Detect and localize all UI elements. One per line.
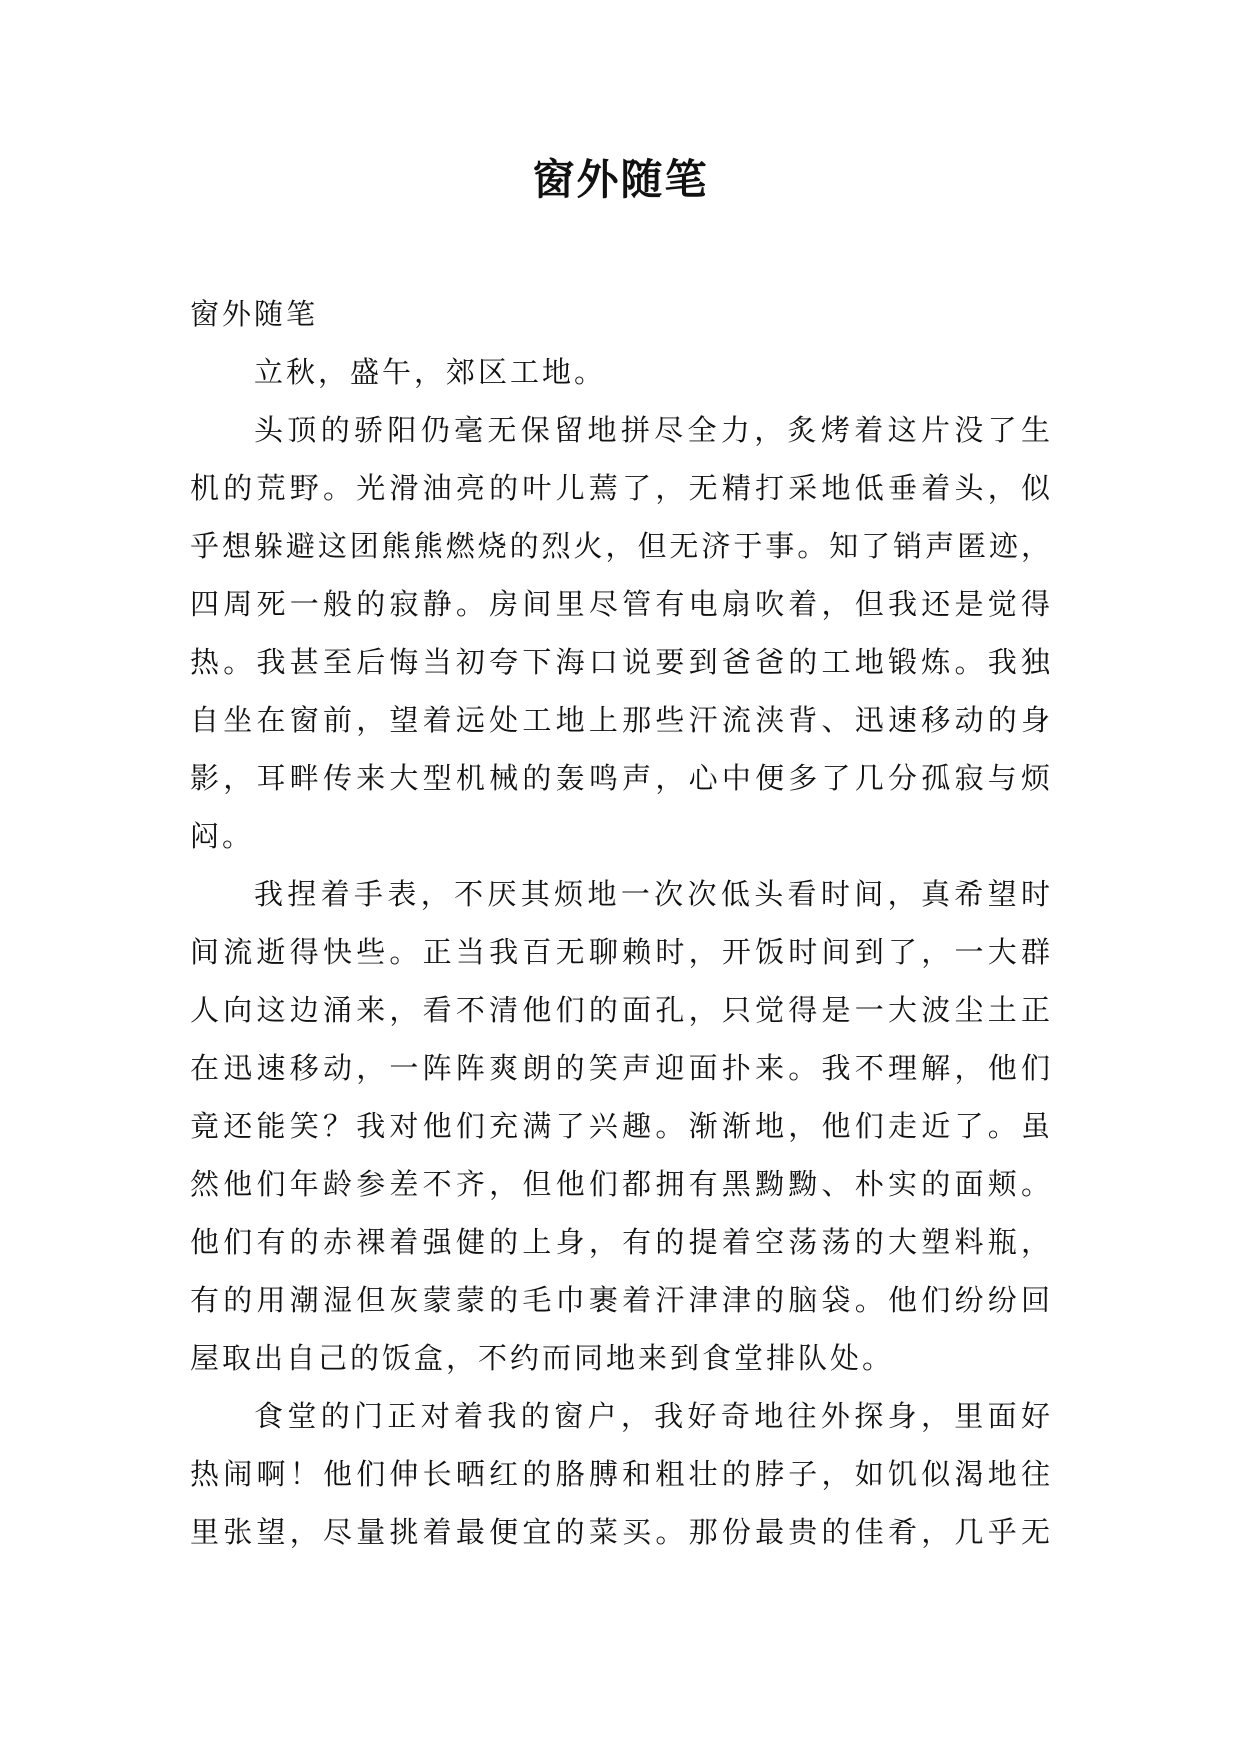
paragraph: [190, 343, 1050, 401]
paragraph-line: 机的荒野。光滑油亮的叶儿蔫了，无精打采地低垂着头，似: [190, 471, 1050, 505]
paragraph-line: 头顶的骄阳仍毫无保留地拼尽全力，炙烤着这片没了生: [254, 413, 1050, 447]
paragraph-line: 四周死一般的寂静。房间里尽管有电扇吹着，但我还是觉得: [190, 587, 1050, 621]
paragraph-line: 影，耳畔传来大型机械的轰鸣声，心中便多了几分孤寂与烦: [190, 761, 1050, 795]
paragraph-line: 闷。: [190, 819, 255, 853]
paragraph-line: 有的用潮湿但灰蒙蒙的毛巾裹着汗津津的脑袋。他们纷纷回: [190, 1283, 1050, 1317]
paragraph-line: 我捏着手表，不厌其烦地一次次低头看时间，真希望时: [254, 877, 1050, 911]
paragraph-line: 里张望，尽量挑着最便宜的菜买。那份最贵的佳肴，几乎无: [190, 1515, 1050, 1549]
paragraph-line: 屋取出自己的饭盒，不约而同地来到食堂排队处。: [190, 1341, 895, 1375]
paragraph-line: 人向这边涌来，看不清他们的面孔，只觉得是一大波尘土正: [190, 993, 1050, 1027]
paragraph-line: 他们有的赤裸着强健的上身，有的提着空荡荡的大塑料瓶，: [190, 1225, 1050, 1259]
paragraph-line: 立秋，盛午，郊区工地。: [254, 355, 607, 389]
paragraph-line: 食堂的门正对着我的窗户，我好奇地往外探身，里面好: [254, 1399, 1050, 1433]
paragraph-line: 在迅速移动，一阵阵爽朗的笑声迎面扑来。我不理解，他们: [190, 1051, 1050, 1085]
document-subtitle: 窗外随笔: [190, 297, 319, 331]
paragraph-line: 乎想躲避这团熊熊燃烧的烈火，但无济于事。知了销声匿迹，: [190, 529, 1050, 563]
paragraph: [190, 865, 1050, 1387]
document-title: 窗外随笔: [532, 155, 709, 204]
paragraph: [190, 1387, 1050, 1561]
document-body: [190, 285, 1050, 1561]
paragraph-line: 间流逝得快些。正当我百无聊赖时，开饭时间到了，一大群: [190, 935, 1050, 969]
paragraph-line: 热闹啊！他们伸长晒红的胳膊和粗壮的脖子，如饥似渴地往: [190, 1457, 1050, 1491]
paragraph-line: 自坐在窗前，望着远处工地上那些汗流浃背、迅速移动的身: [190, 703, 1050, 737]
paragraph-line: 竟还能笑？我对他们充满了兴趣。渐渐地，他们走近了。虽: [190, 1109, 1050, 1143]
paragraph-line: 然他们年龄参差不齐，但他们都拥有黑黝黝、朴实的面颊。: [190, 1167, 1050, 1201]
paragraph: [190, 401, 1050, 865]
paragraph-line: 热。我甚至后悔当初夸下海口说要到爸爸的工地锻炼。我独: [190, 645, 1050, 679]
